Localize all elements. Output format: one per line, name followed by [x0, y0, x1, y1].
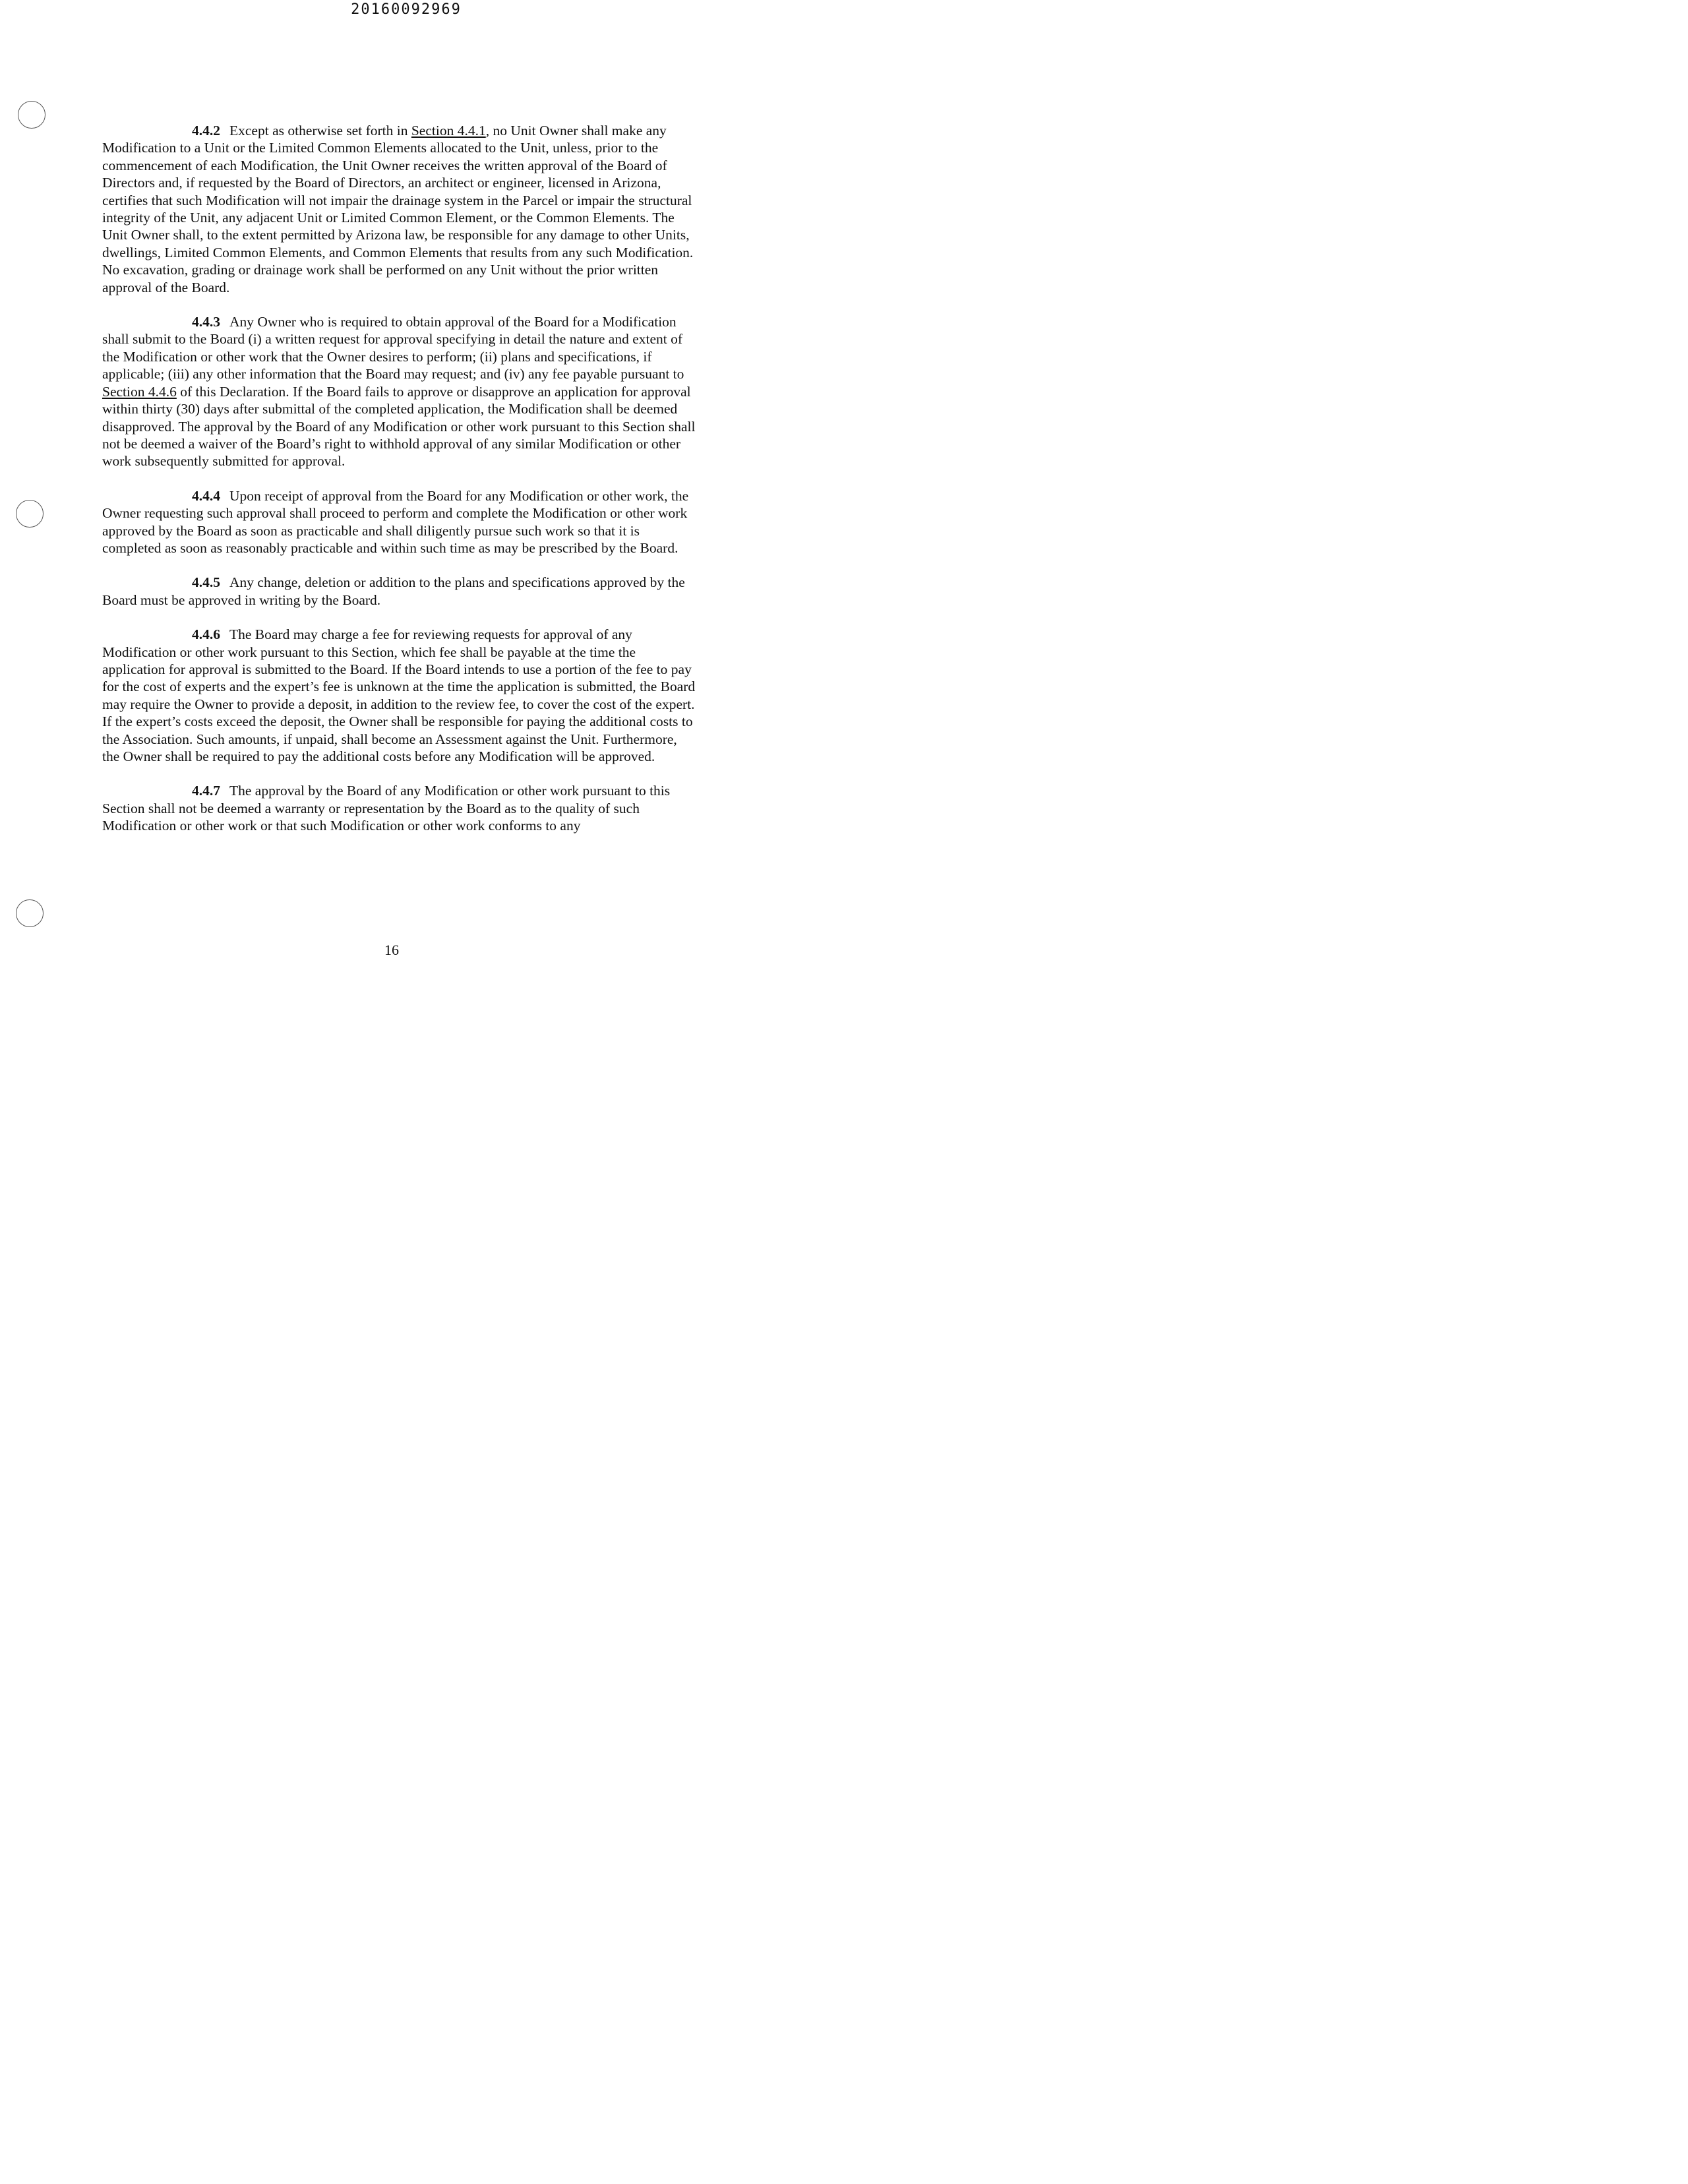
section-number: 4.4.7	[192, 783, 220, 799]
section-text: Any change, deletion or addition to the plans and specifications approved by the Board must be approved in writing by the Board.	[102, 574, 685, 608]
section-4-4-5	[102, 574, 696, 609]
punch-hole-top	[18, 101, 45, 129]
section-4-4-2	[102, 122, 696, 296]
section-number: 4.4.5	[192, 574, 220, 591]
section-text: The Board may charge a fee for reviewing requests for approval of any Modification or other work pursuant to this Section, which fee shall be payable at the time the application for approval is submitted to the Board. If the Board intends to use a portion of the fee to pay for the cost of experts and the expert’s fee is unknown at the time the application is submitted, the Board may require the Owner to provide a deposit, in addition to the review fee, to cover the cost of the expert. If the expert’s costs exceed the deposit, the Owner shall be responsible for paying the additional costs to the Association. Such amounts, if unpaid, shall become an Assessment against the Unit. Furthermore, the Owner shall be required to pay the additional costs before any Modification will be approved.	[102, 626, 696, 764]
section-text: The approval by the Board of any Modification or other work pursuant to this Section shall not be deemed a warranty or representation by the Board as to the quality of such Modification or other work or that such Modification or other work conforms to any	[102, 783, 671, 834]
section-text-continued: of this Declaration. If the Board fails to approve or disapprove an application for approval within thirty (30) days after submittal of the completed application, the Modification shall be deemed disapproved. The approval by the Board of any Modification or other work pursuant to this Section shall not be deemed a waiver of the Board’s right to withhold approval of any similar Modification or other work subsequently submitted for approval.	[102, 383, 696, 470]
section-4-4-7	[102, 782, 696, 834]
section-number: 4.4.2	[192, 123, 220, 138]
section-text: Any Owner who is required to obtain approval of the Board for a Modification shall submit to the Board (i) a written request for approval specifying in detail the nature and extent of the Modification or other work that the Owner desires to perform; (ii) plans and specifications, if applicable; (iii) any other information that the Board may request; and (iv) any fee payable pursuant to	[102, 314, 684, 382]
document-number: 20160092969	[351, 1, 462, 18]
section-4-4-3	[102, 313, 696, 470]
section-number: 4.4.4	[192, 487, 220, 504]
section-number: 4.4.6	[192, 626, 220, 643]
punch-hole-bottom	[16, 899, 44, 927]
document-body	[102, 122, 696, 852]
section-reference-link[interactable]: Section 4.4.6	[102, 383, 177, 400]
section-number: 4.4.3	[192, 314, 220, 330]
page-number: 16	[384, 942, 399, 958]
section-text: Upon receipt of approval from the Board for any Modification or other work, the Owner requesting such approval shall proceed to perform and complete the Modification or other work approved by the Board as soon as practicable and shall diligently pursue such work so that it is completed as soon as reasonably practicable and within such time as may be prescribed by the Board.	[102, 487, 689, 556]
section-4-4-4	[102, 487, 696, 557]
document-page	[0, 0, 812, 1055]
section-text-continued: , no Unit Owner shall make any Modification to a Unit or the Limited Common Elements allocated to the Unit, unless, prior to the commencement of each Modification, the Unit Owner receives the written approval of the Board of Directors and, if requested by the Board of Directors, an architect or engineer, licensed in Arizona, certifies that such Modification will not impair the drainage system in the Parcel or impair the structural integrity of the Unit, any adjacent Unit or Limited Common Element, or the Common Elements. The Unit Owner shall, to the extent permitted by Arizona law, be responsible for any damage to other Units, dwellings, Limited Common Elements, and Common Elements that results from any such Modification. No excavation, grading or drainage work shall be performed on any Unit without the prior written approval of the Board.	[102, 123, 694, 295]
section-4-4-6	[102, 626, 696, 765]
section-reference-link[interactable]: Section 4.4.1	[411, 123, 486, 138]
section-text: Except as otherwise set forth in	[229, 123, 411, 138]
punch-hole-middle	[16, 500, 44, 528]
